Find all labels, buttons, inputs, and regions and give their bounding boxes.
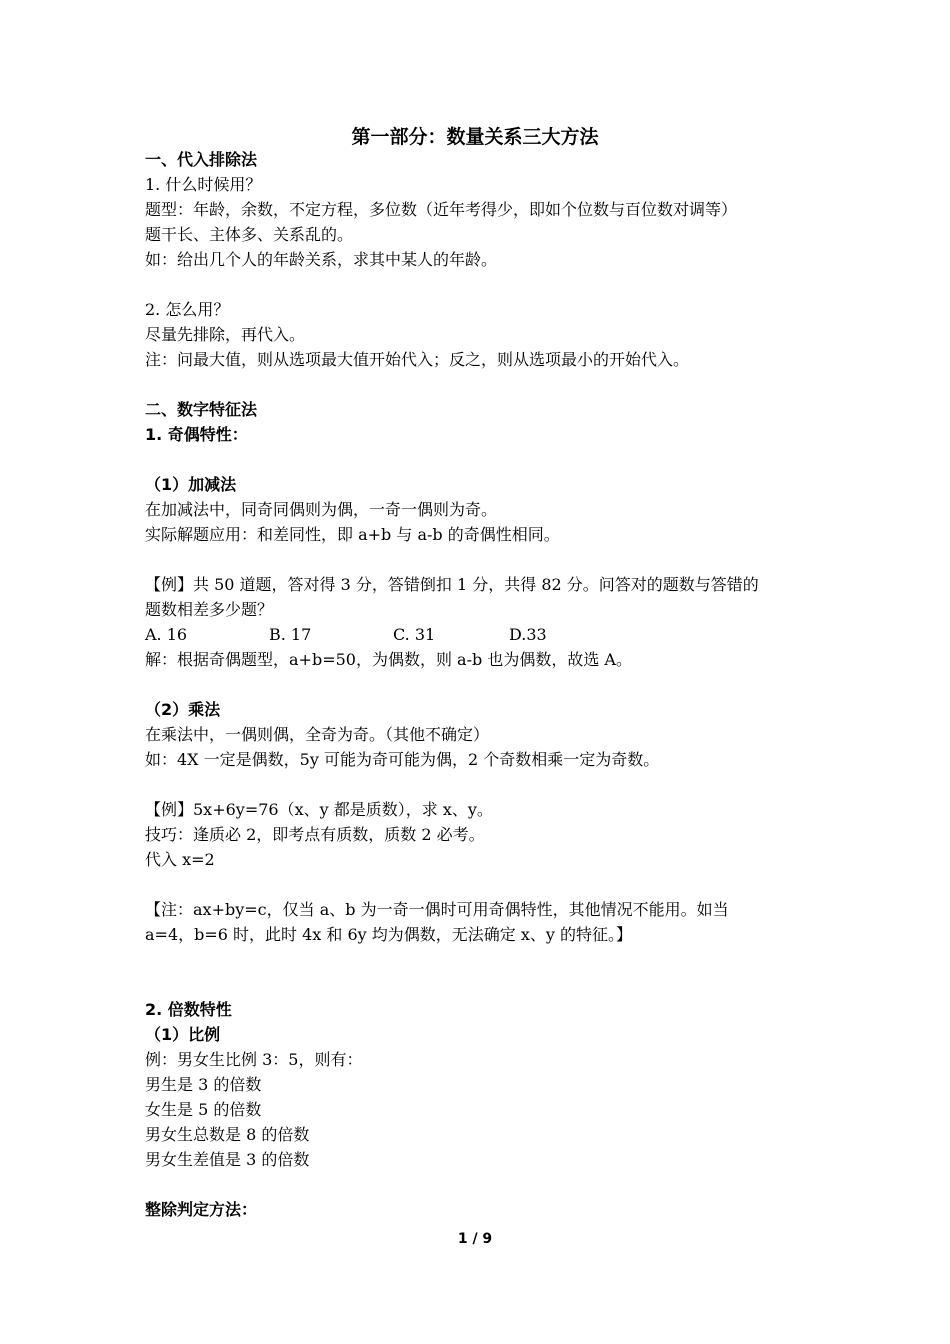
- section-heading-substitution: 一、代入排除法: [145, 150, 258, 169]
- option-b: B. 17: [269, 625, 312, 644]
- text-line: 男生是 3 的倍数: [145, 1075, 262, 1094]
- text-line: 男女生总数是 8 的倍数: [145, 1125, 310, 1144]
- text-line: 代入 x=2: [145, 850, 215, 869]
- example-solution: 解：根据奇偶题型，a+b=50，为偶数，则 a-b 也为偶数，故选 A。: [145, 650, 632, 669]
- subheading-multiplication: （2）乘法: [145, 700, 221, 719]
- subheading-ratio: （1）比例: [145, 1025, 221, 1044]
- text-line: 在加减法中，同奇同偶则为偶，一奇一偶则为奇。: [145, 500, 498, 519]
- text-line: 题型：年龄，余数，不定方程，多位数（近年考得少，即如个位数与百位数对调等）: [145, 200, 738, 219]
- option-c: C. 31: [393, 625, 436, 644]
- subheading-addition: （1）加减法: [145, 475, 237, 494]
- spacer: [145, 372, 825, 397]
- note-line: 【注：ax+by=c，仅当 a、b 为一奇一偶时可用奇偶特性，其他情况不能用。如当: [145, 900, 729, 919]
- example-question: 【例】共 50 道题，答对得 3 分，答错倒扣 1 分，共得 82 分。问答对的题数与答错的: [145, 575, 759, 594]
- text-line: 女生是 5 的倍数: [145, 1100, 262, 1119]
- spacer: [145, 772, 825, 797]
- page-title: 第一部分：数量关系三大方法: [351, 126, 599, 148]
- text-line: 男女生差值是 3 的倍数: [145, 1150, 310, 1169]
- text-line: 如：给出几个人的年龄关系，求其中某人的年龄。: [145, 250, 498, 269]
- subheading-parity: 1. 奇偶特性：: [145, 425, 248, 444]
- spacer: [145, 447, 825, 472]
- question-when: 1. 什么时候用？: [145, 175, 262, 194]
- spacer: [145, 872, 825, 897]
- section-heading-number-features: 二、数字特征法: [145, 400, 258, 419]
- example-question: 【例】5x+6y=76（x、y 都是质数），求 x、y。: [145, 800, 493, 819]
- spacer: [145, 947, 825, 972]
- text-line: 例：男女生比例 3：5，则有：: [145, 1050, 363, 1069]
- text-line: 实际解题应用：和差同性，即 a+b 与 a-b 的奇偶性相同。: [145, 525, 560, 544]
- question-how: 2. 怎么用？: [145, 300, 230, 319]
- page-number: 1 / 9: [457, 1231, 493, 1247]
- text-line: 注：问最大值，则从选项最大值开始代入；反之，则从选项最小的开始代入。: [145, 350, 690, 369]
- example-question: 题数相差多少题？: [145, 600, 274, 619]
- text-line: 在乘法中，一偶则偶，全奇为奇。（其他不确定）: [145, 725, 490, 744]
- spacer: [145, 272, 825, 297]
- text-line: 尽量先排除，再代入。: [145, 325, 306, 344]
- spacer: [145, 547, 825, 572]
- spacer: [145, 1172, 825, 1197]
- subheading-multiples: 2. 倍数特性: [145, 1000, 232, 1019]
- option-a: A. 16: [145, 625, 188, 644]
- note-line: a=4，b=6 时，此时 4x 和 6y 均为偶数，无法确定 x、y 的特征。】: [145, 925, 633, 944]
- text-line: 技巧：逢质必 2，即考点有质数，质数 2 必考。: [145, 825, 485, 844]
- text-line: 题干长、主体多、关系乱的。: [145, 225, 354, 244]
- option-d: D.33: [509, 625, 547, 644]
- answer-options: [145, 622, 825, 647]
- spacer: [145, 972, 825, 997]
- text-line: 如：4X 一定是偶数，5y 可能为奇可能为偶，2 个奇数相乘一定为奇数。: [145, 750, 660, 769]
- spacer: [145, 672, 825, 697]
- subheading-divisibility: 整除判定方法：: [145, 1200, 258, 1219]
- document-body: [145, 147, 825, 1222]
